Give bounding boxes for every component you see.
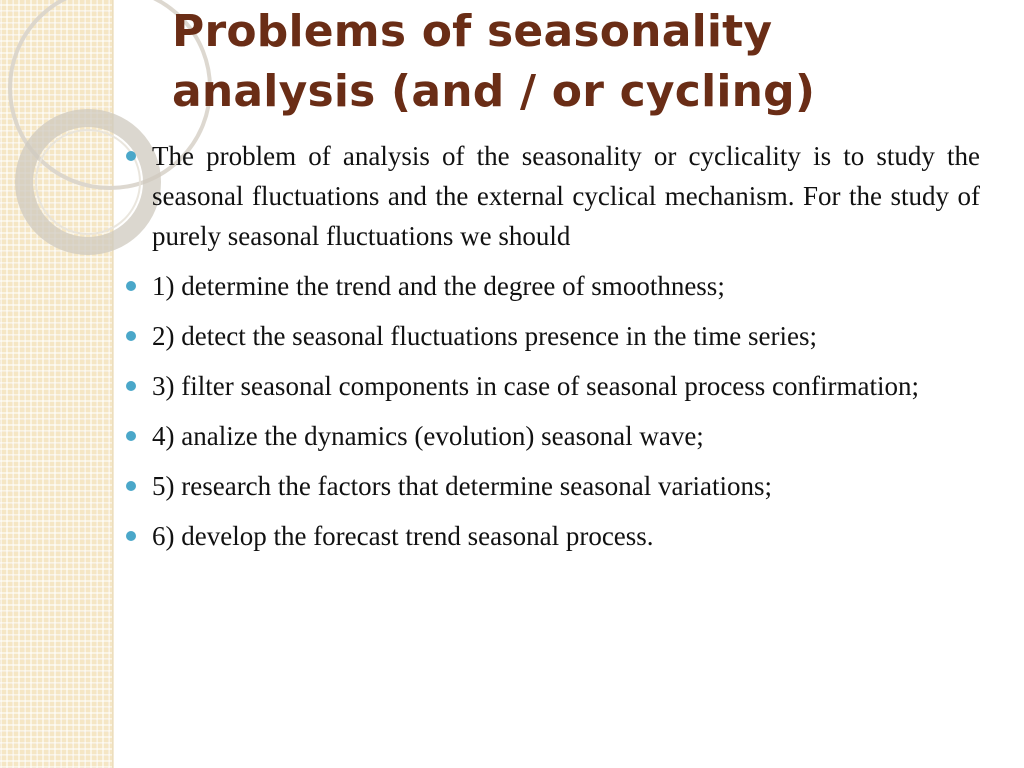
bullet-item: [124, 416, 980, 456]
bullet-dot-icon: [126, 281, 136, 291]
bullet-item: [124, 516, 980, 556]
bullet-text: The problem of analysis of the seasonality or cyclicality is to study the seasonal fluctuations and the external cyclical mechanism. For the study of purely seasonal fluctuations we should: [152, 141, 980, 251]
bullet-text: 6) develop the forecast trend seasonal process.: [152, 521, 654, 551]
bullet-item: [124, 266, 980, 306]
bullet-text: 5) research the factors that determine seasonal variations;: [152, 471, 772, 501]
bullet-dot-icon: [126, 481, 136, 491]
bullet-text: 4) analize the dynamics (evolution) seasonal wave;: [152, 421, 704, 451]
bullet-item: [124, 136, 980, 256]
title-line-1: Problems of seasonality: [172, 6, 773, 57]
bullet-item: [124, 366, 980, 406]
bullet-list: [124, 136, 980, 556]
bullet-dot-icon: [126, 331, 136, 341]
slide-content: [124, 136, 980, 566]
bullet-dot-icon: [126, 531, 136, 541]
title-line-2: analysis (and / or cycling): [172, 66, 816, 117]
bullet-text: 2) detect the seasonal fluctuations presence in the time series;: [152, 321, 818, 351]
bullet-dot-icon: [126, 381, 136, 391]
slide-title: [172, 2, 992, 122]
bullet-dot-icon: [126, 431, 136, 441]
bullet-item: [124, 466, 980, 506]
bullet-text: 3) filter seasonal components in case of seasonal process confirmation;: [152, 371, 920, 401]
bullet-dot-icon: [126, 151, 136, 161]
bullet-item: [124, 316, 980, 356]
bullet-text: 1) determine the trend and the degree of smoothness;: [152, 271, 725, 301]
